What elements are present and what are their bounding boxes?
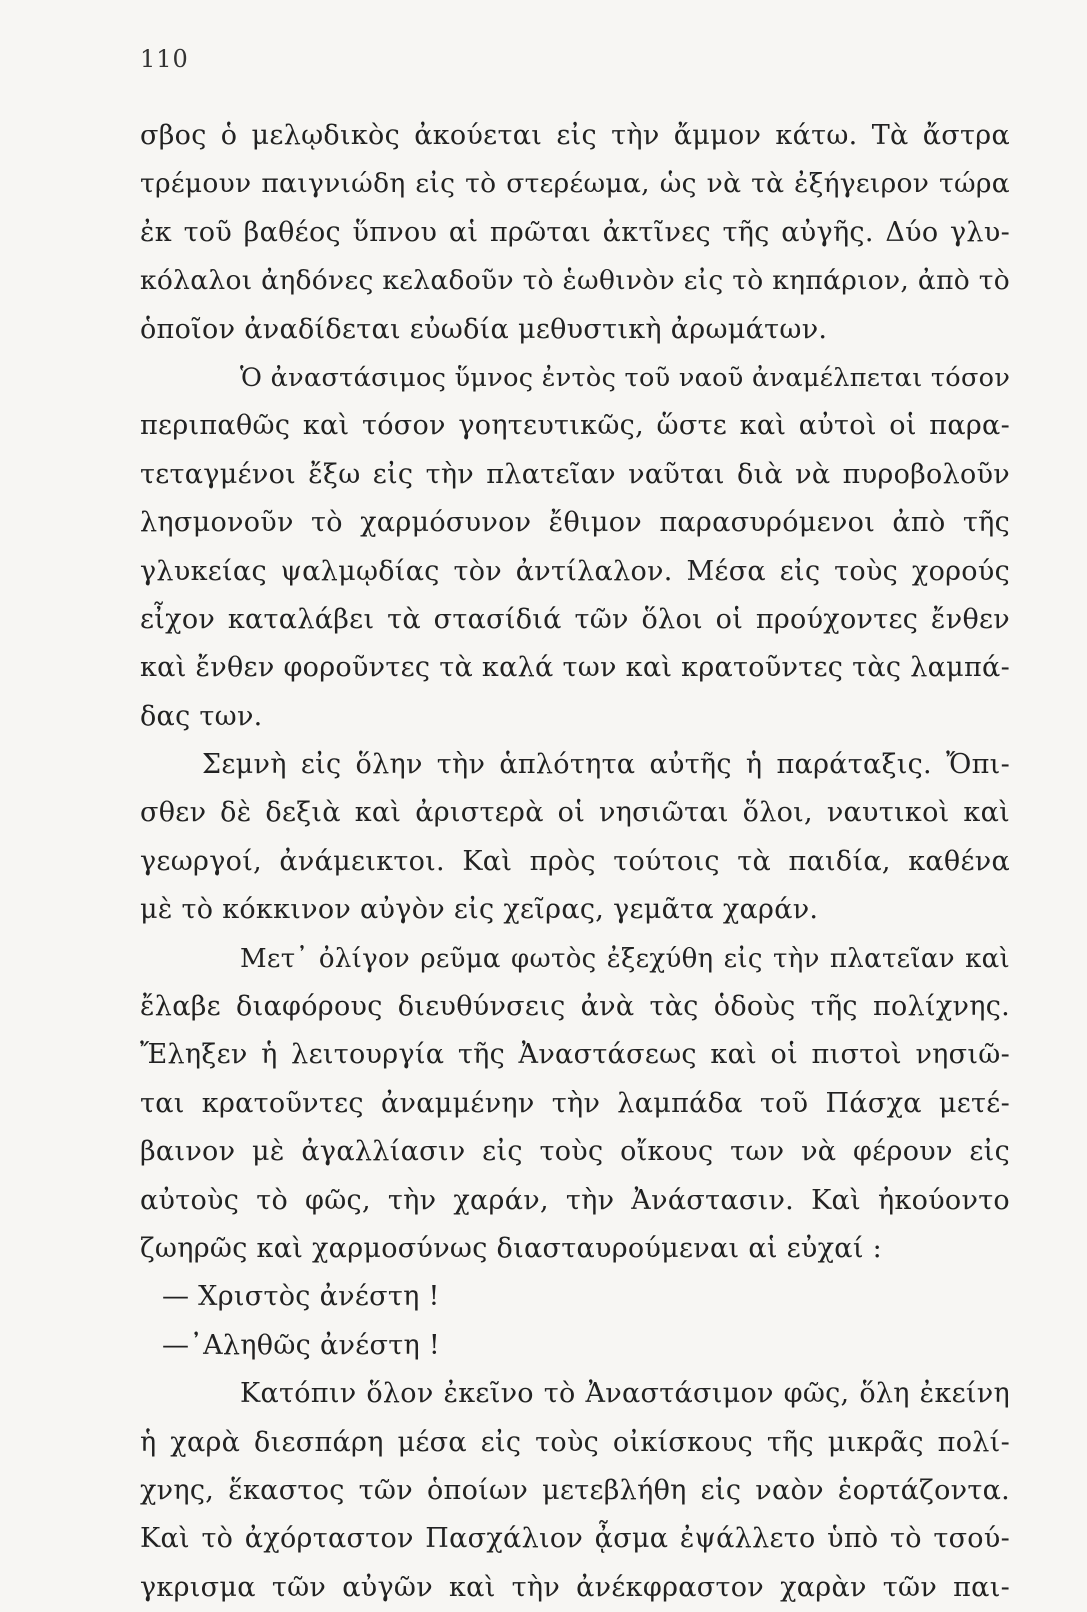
paragraph-start-line: Κατόπιν ὅλον ἐκεῖνο τὸ Ἀναστάσιμον φῶς, ὅλη ἐκείνη — [240, 1378, 1010, 1410]
text-line: καὶ ἔνθεν φοροῦντες τὰ καλά των καὶ κρατοῦντες τὰς λαμπά- — [140, 652, 1010, 684]
body-text — [140, 112, 1010, 1612]
text-line: ἡ χαρὰ διεσπάρη μέσα εἰς τοὺς οἰκίσκους τῆς μικρᾶς πολί- — [140, 1426, 1010, 1458]
paragraph-start-line: Ὁ ἀναστάσιμος ὕμνος ἐντὸς τοῦ ναοῦ ἀναμέλπεται τόσον — [240, 362, 1011, 393]
page-number: 110 — [140, 45, 189, 73]
paragraph-start-line: Μετ᾽ ὀλίγον ρεῦμα φωτὸς ἐξεχύθη εἰς τὴν πλατεῖαν καὶ — [240, 943, 1010, 974]
text-line: βαινον μὲ ἀγαλλίασιν εἰς τοὺς οἴκους των νὰ φέρουν εἰς — [140, 1136, 1010, 1168]
text-line: λησμονοῦν τὸ χαρμόσυνον ἔθιμον παρασυρόμενοι ἀπὸ τῆς — [140, 507, 1010, 539]
dialogue-line: —᾽Αληθῶς ἀνέστη ! — [162, 1329, 440, 1361]
text-line: ται κρατοῦντες ἀναμμένην τὴν λαμπάδα τοῦ Πάσχα μετέ- — [140, 1087, 1010, 1119]
text-line: τεταγμένοι ἔξω εἰς τὴν πλατεῖαν ναῦται διὰ νὰ πυροβολοῦν — [140, 458, 1010, 490]
text-line: αὐτοὺς τὸ φῶς, τὴν χαράν, τὴν Ἀνάστασιν. Καὶ ἠκούοντο — [140, 1184, 1010, 1216]
text-line: γεωργοί, ἀνάμεικτοι. Καὶ πρὸς τούτοις τὰ παιδία, καθένα — [140, 845, 1010, 877]
text-line: εἶχον καταλάβει τὰ στασίδιά τῶν ὅλοι οἱ προύχοντες ἔνθεν — [140, 603, 1010, 635]
dialogue-line: — Χριστὸς ἀνέστη ! — [162, 1281, 440, 1313]
text-line: τρέμουν παιγνιώδη εἰς τὸ στερέωμα, ὡς νὰ τὰ ἐξήγειρον τώρα — [140, 168, 1010, 200]
text-line: δας των. — [140, 700, 263, 732]
text-line: σθεν δὲ δεξιὰ καὶ ἀριστερὰ οἱ νησιῶται ὅλοι, ναυτικοὶ καὶ — [140, 797, 1010, 829]
text-line: Καὶ τὸ ἀχόρταστον Πασχάλιον ᾆσμα ἐψάλλετο ὑπὸ τὸ τσού- — [140, 1523, 1010, 1555]
text-line: σβος ὁ μελῳδικὸς ἀκούεται εἰς τὴν ἄμμον κάτω. Τὰ ἄστρα — [140, 120, 1010, 151]
text-line: ζωηρῶς καὶ χαρμοσύνως διασταυρούμεναι αἱ εὐχαί : — [140, 1232, 882, 1264]
paragraph-start-line: Σεμνὴ εἰς ὅλην τὴν ἁπλότητα αὐτῆς ἡ παράταξις. Ὄπι- — [202, 749, 1010, 781]
text-line: μὲ τὸ κόκκινον αὐγὸν εἰς χεῖρας, γεμᾶτα χαράν. — [140, 894, 819, 926]
text-line: κόλαλοι ἀηδόνες κελαδοῦν τὸ ἑωθινὸν εἰς τὸ κηπάριον, ἀπὸ τὸ — [140, 265, 1010, 297]
text-line: Ἔληξεν ἡ λειτουργία τῆς Ἀναστάσεως καὶ οἱ πιστοὶ νησιῶ- — [140, 1039, 1010, 1071]
text-line: γκρισμα τῶν αὐγῶν καὶ τὴν ἀνέκφραστον χαρὰν τῶν παι- — [140, 1571, 1010, 1603]
text-line: περιπαθῶς καὶ τόσον γοητευτικῶς, ὥστε καὶ αὐτοὶ οἱ παρα- — [140, 410, 1010, 442]
text-line: γλυκείας ψαλμῳδίας τὸν ἀντίλαλον. Μέσα εἰς τοὺς χορούς — [140, 555, 1010, 587]
text-line: ἐκ τοῦ βαθέος ὕπνου αἱ πρῶται ἀκτῖνες τῆς αὐγῆς. Δύο γλυ- — [140, 216, 1010, 248]
text-line: ὁποῖον ἀναδίδεται εὐωδία μεθυστικὴ ἀρωμάτων. — [140, 313, 828, 345]
text-line: ἔλαβε διαφόρους διευθύνσεις ἀνὰ τὰς ὁδοὺς τῆς πολίχνης. — [140, 991, 1010, 1023]
text-line: χνης, ἕκαστος τῶν ὁποίων μετεβλήθη εἰς ναὸν ἑορτάζοντα. — [140, 1474, 1010, 1506]
